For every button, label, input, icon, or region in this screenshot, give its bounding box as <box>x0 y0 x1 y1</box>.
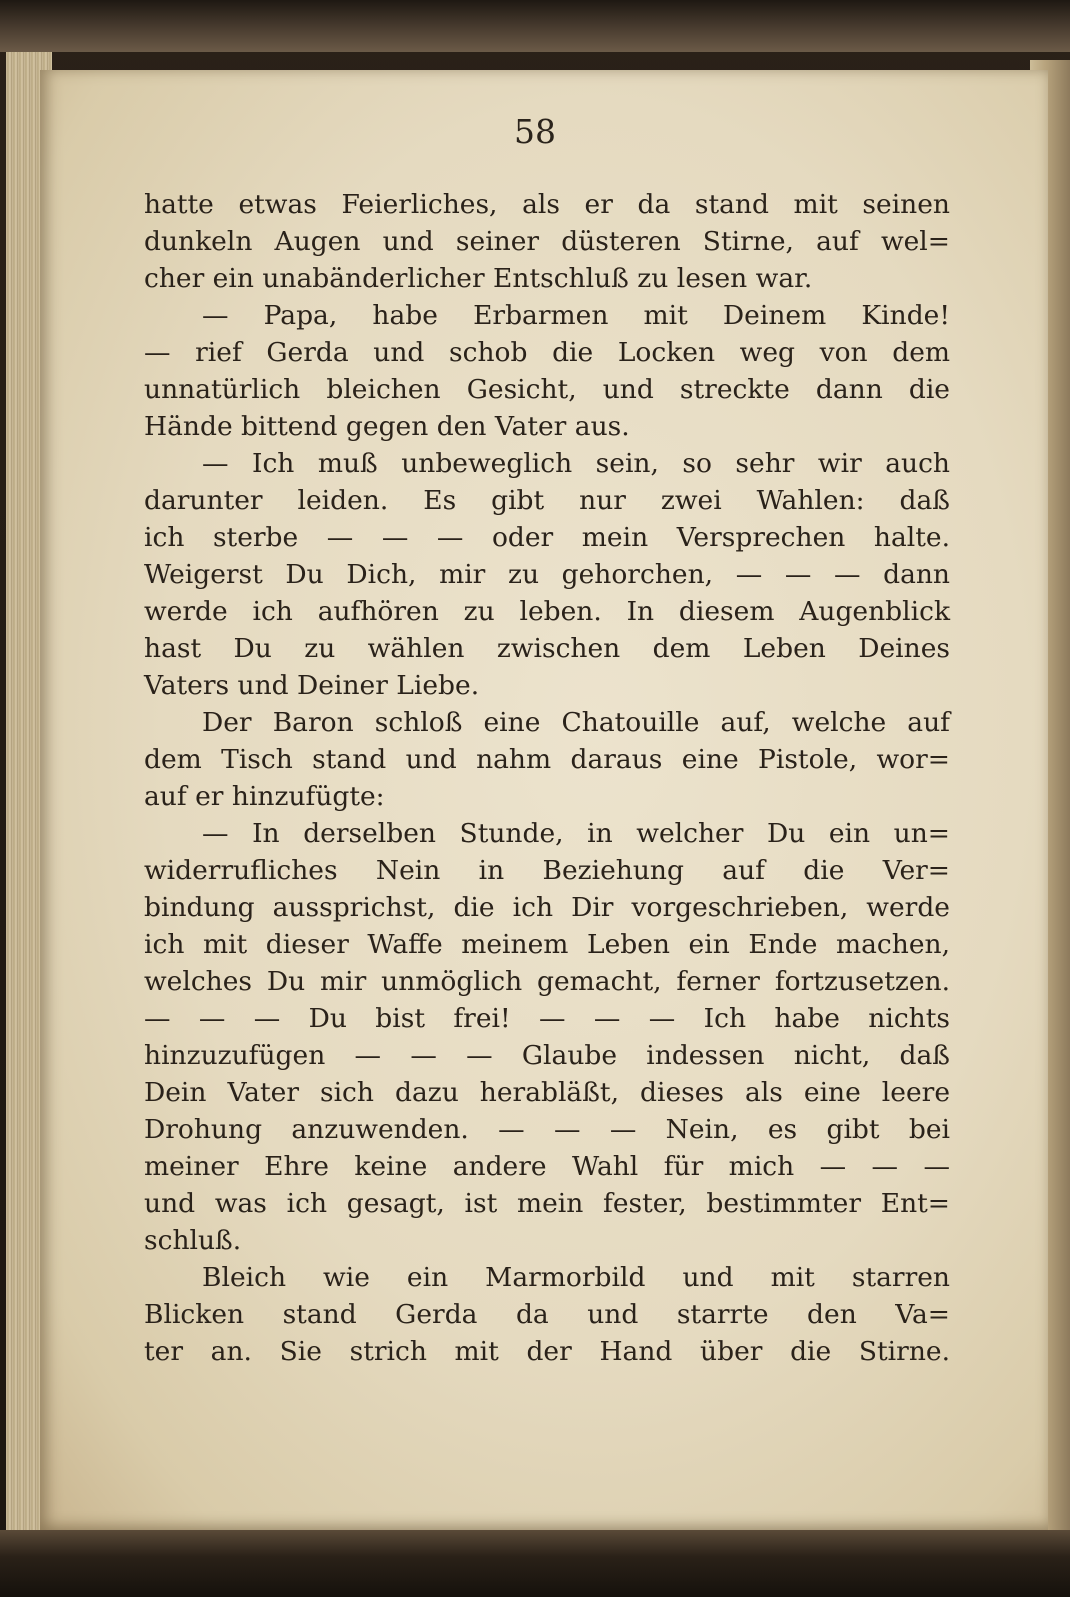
text-line: unnatürlich bleichen Gesicht, und streckte dann die <box>144 374 950 405</box>
text-line: Blicken stand Gerda da und starrte den Va= <box>144 1299 950 1330</box>
text-line: meiner Ehre keine andere Wahl für mich — — — <box>144 1151 950 1182</box>
text-line: — Ich muß unbeweglich sein, so sehr wir auch <box>202 448 950 479</box>
text-line: Hände bittend gegen den Vater aus. <box>144 411 630 442</box>
text-line: auf er hinzufügte: <box>144 781 385 812</box>
text-line: hatte etwas Feierliches, als er da stand mit seinen <box>144 189 950 220</box>
book-cover-top <box>0 0 1070 52</box>
text-line: Bleich wie ein Marmorbild und mit starren <box>202 1262 950 1293</box>
text-line: Drohung anzuwenden. — — — Nein, es gibt bei <box>144 1114 950 1145</box>
text-line: darunter leiden. Es gibt nur zwei Wahlen: daß <box>144 485 950 516</box>
text-line: hinzuzufügen — — — Glaube indessen nicht, daß <box>144 1040 950 1071</box>
text-line: ich mit dieser Waffe meinem Leben ein Ende machen, <box>144 929 950 960</box>
text-line: ich sterbe — — — oder mein Versprechen halte. <box>144 522 950 553</box>
text-line: werde ich aufhören zu leben. In diesem Augenblick <box>144 596 950 627</box>
text-line: — rief Gerda und schob die Locken weg von dem <box>144 337 950 368</box>
text-line: Weigerst Du Dich, mir zu gehorchen, — — — dann <box>144 559 950 590</box>
page-number: 58 <box>514 112 556 151</box>
text-line: welches Du mir unmöglich gemacht, ferner fortzusetzen. <box>144 966 950 997</box>
text-line: schluß. <box>144 1225 242 1256</box>
text-line: widerrufliches Nein in Beziehung auf die Ver= <box>144 855 950 886</box>
text-line: — In derselben Stunde, in welcher Du ein un= <box>202 818 950 849</box>
book-cover-bottom <box>0 1530 1070 1597</box>
text-line: cher ein unabänderlicher Entschluß zu lesen war. <box>144 263 813 294</box>
text-line: Der Baron schloß eine Chatouille auf, welche auf <box>202 707 950 738</box>
text-line: — Papa, habe Erbarmen mit Deinem Kinde! <box>202 300 950 331</box>
page-text <box>144 186 950 1370</box>
text-line: Dein Vater sich dazu herabläßt, dieses als eine leere <box>144 1077 950 1108</box>
text-line: Vaters und Deiner Liebe. <box>144 670 480 701</box>
text-line: — — — Du bist frei! — — — Ich habe nichts <box>144 1003 950 1034</box>
text-line: dem Tisch stand und nahm daraus eine Pistole, wor= <box>144 744 950 775</box>
text-line: und was ich gesagt, ist mein fester, bestimmter Ent= <box>144 1188 950 1219</box>
text-line: bindung aussprichst, die ich Dir vorgeschrieben, werde <box>144 892 950 923</box>
text-line: dunkeln Augen und seiner düsteren Stirne, auf wel= <box>144 226 950 257</box>
text-line: ter an. Sie strich mit der Hand über die Stirne. <box>144 1336 950 1367</box>
text-line: hast Du zu wählen zwischen dem Leben Deines <box>144 633 950 664</box>
